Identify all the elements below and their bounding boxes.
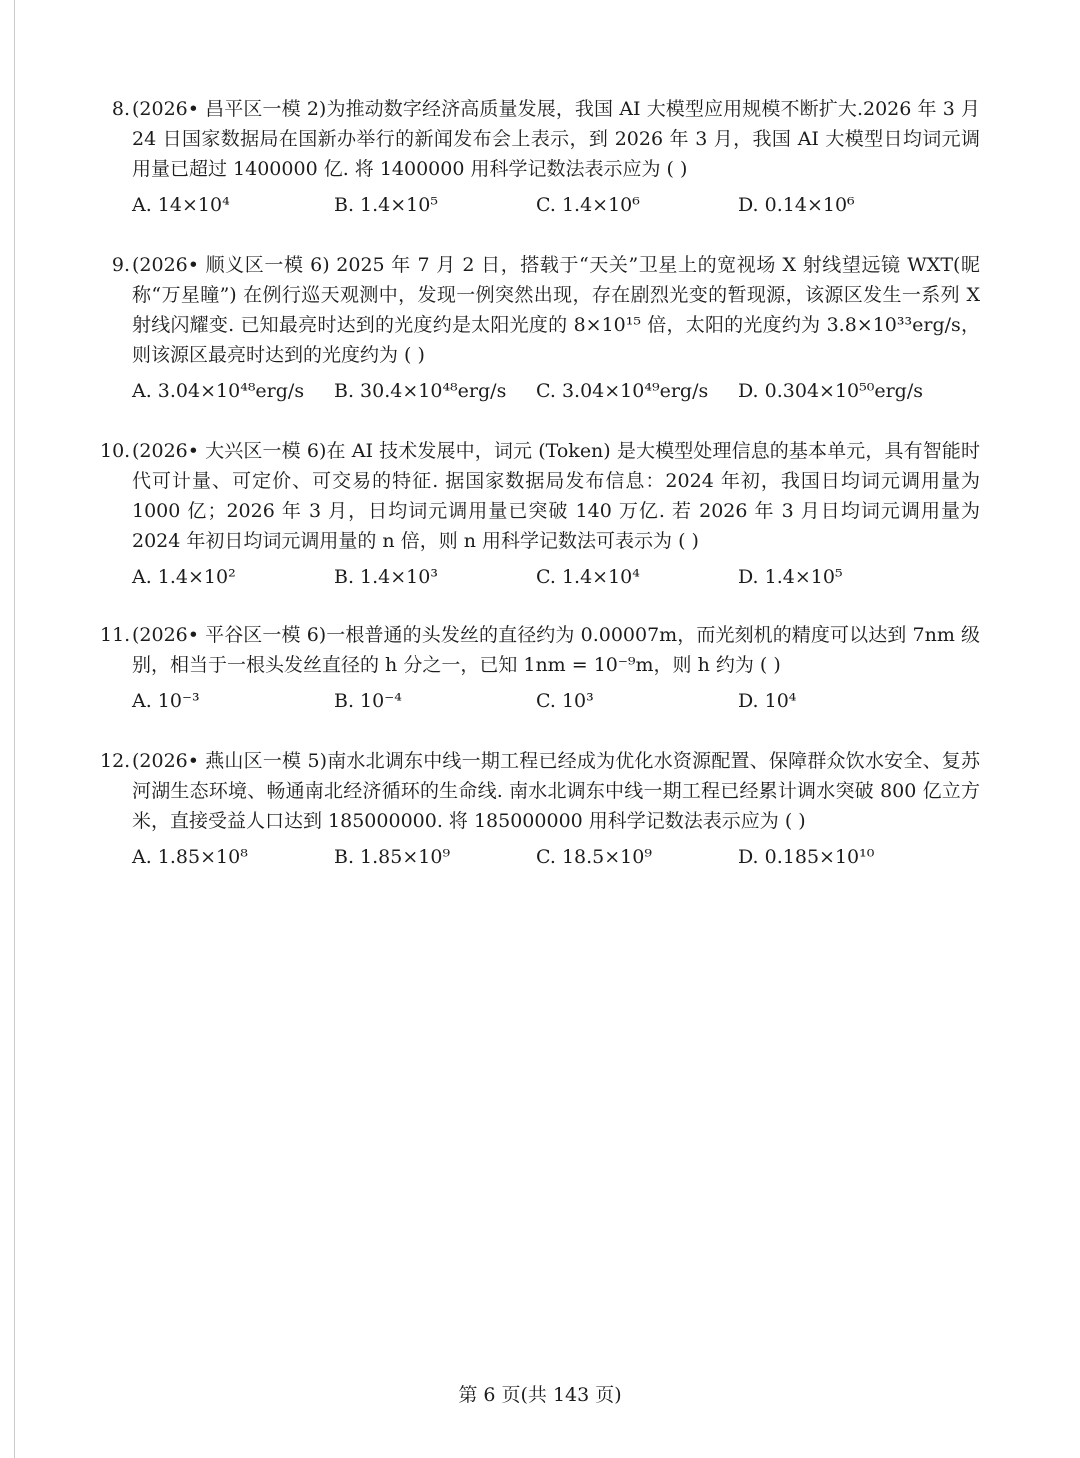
option-d: D. 0.185×10¹⁰ <box>738 846 875 868</box>
question-8 <box>100 94 980 220</box>
answer-options <box>132 376 980 406</box>
option-a: A. 3.04×10⁴⁸erg/s <box>132 380 305 402</box>
option-c: C. 10³ <box>536 690 594 712</box>
question-stem <box>100 94 980 184</box>
option-c: C. 1.4×10⁴ <box>536 566 640 588</box>
option-a: A. 1.4×10² <box>132 566 236 588</box>
option-c: C. 3.04×10⁴⁹erg/s <box>536 380 709 402</box>
question-stem <box>100 746 980 836</box>
answer-options <box>132 190 980 220</box>
page-edge-line <box>14 0 15 1458</box>
question-text: (2026• 平谷区一模 6)一根普通的头发丝的直径约为 0.00007m，而光刻机的精度可以达到 7nm 级别，相当于一根头发丝直径的 h 分之一，已知 1nm = 10⁻⁹m，则 h 约为 ( ) <box>132 624 980 676</box>
question-10 <box>100 436 980 592</box>
answer-options <box>132 562 980 592</box>
option-d: D. 1.4×10⁵ <box>738 566 843 588</box>
answer-options <box>132 842 980 872</box>
option-b: B. 30.4×10⁴⁸erg/s <box>334 380 507 402</box>
question-text: (2026• 顺义区一模 6) 2025 年 7 月 2 日，搭载于“天关”卫星上的宽视场 X 射线望远镜 WXT(昵称“万星瞳”) 在例行巡天观测中，发现一例突然出现，存在剧烈光变的暂现源，该源区发生一系列 X 射线闪耀变. 已知最亮时达到的光度约是太阳光度的 8×10¹⁵ 倍，太阳的光度约为 3.8×10³³erg/s，则该源区最亮时达到的光度约为 ( ) <box>132 254 980 366</box>
question-number: 10. <box>100 440 131 462</box>
question-text: (2026• 燕山区一模 5)南水北调东中线一期工程已经成为优化水资源配置、保障群众饮水安全、复苏河湖生态环境、畅通南北经济循环的生命线. 南水北调东中线一期工程已经累计调水突破 800 亿立方米，直接受益人口达到 185000000. 将 185000000 用科学记数法表示应为 ( ) <box>132 750 980 832</box>
answer-options <box>132 686 980 716</box>
option-c: C. 18.5×10⁹ <box>536 846 652 868</box>
question-11 <box>100 620 980 716</box>
option-b: B. 1.4×10⁵ <box>334 194 438 216</box>
question-stem <box>100 620 980 680</box>
option-d: D. 0.14×10⁶ <box>738 194 855 216</box>
question-number: 9. <box>111 254 130 276</box>
question-9 <box>100 250 980 406</box>
question-stem <box>100 250 980 370</box>
page-footer: 第 6 页(共 143 页) <box>458 1384 622 1406</box>
option-c: C. 1.4×10⁶ <box>536 194 640 216</box>
option-a: A. 14×10⁴ <box>132 194 230 216</box>
question-number: 12. <box>100 750 131 772</box>
option-b: B. 1.85×10⁹ <box>334 846 451 868</box>
option-d: D. 10⁴ <box>738 690 797 712</box>
option-d: D. 0.304×10⁵⁰erg/s <box>738 380 923 402</box>
question-number: 11. <box>100 624 131 646</box>
question-12 <box>100 746 980 872</box>
question-number: 8. <box>111 98 130 120</box>
question-stem <box>100 436 980 556</box>
option-b: B. 1.4×10³ <box>334 566 438 588</box>
question-text: (2026• 大兴区一模 6)在 AI 技术发展中，词元 (Token) 是大模型处理信息的基本单元，具有智能时代可计量、可定价、可交易的特征. 据国家数据局发布信息：2024 年初，我国日均词元调用量为 1000 亿；2026 年 3 月，日均词元调用量已突破 140 万亿. 若 2026 年 3 月日均词元调用量为 2024 年初日均词元调用量的 n 倍，则 n 用科学记数法可表示为 ( ) <box>132 440 980 552</box>
option-a: A. 1.85×10⁸ <box>132 846 248 868</box>
option-b: B. 10⁻⁴ <box>334 690 402 712</box>
option-a: A. 10⁻³ <box>132 690 200 712</box>
question-text: (2026• 昌平区一模 2)为推动数字经济高质量发展，我国 AI 大模型应用规模不断扩大.2026 年 3 月 24 日国家数据局在国新办举行的新闻发布会上表示，到 2026 年 3 月，我国 AI 大模型日均词元调用量已超过 1400000 亿. 将 1400000 用科学记数法表示应为 ( ) <box>132 98 980 180</box>
